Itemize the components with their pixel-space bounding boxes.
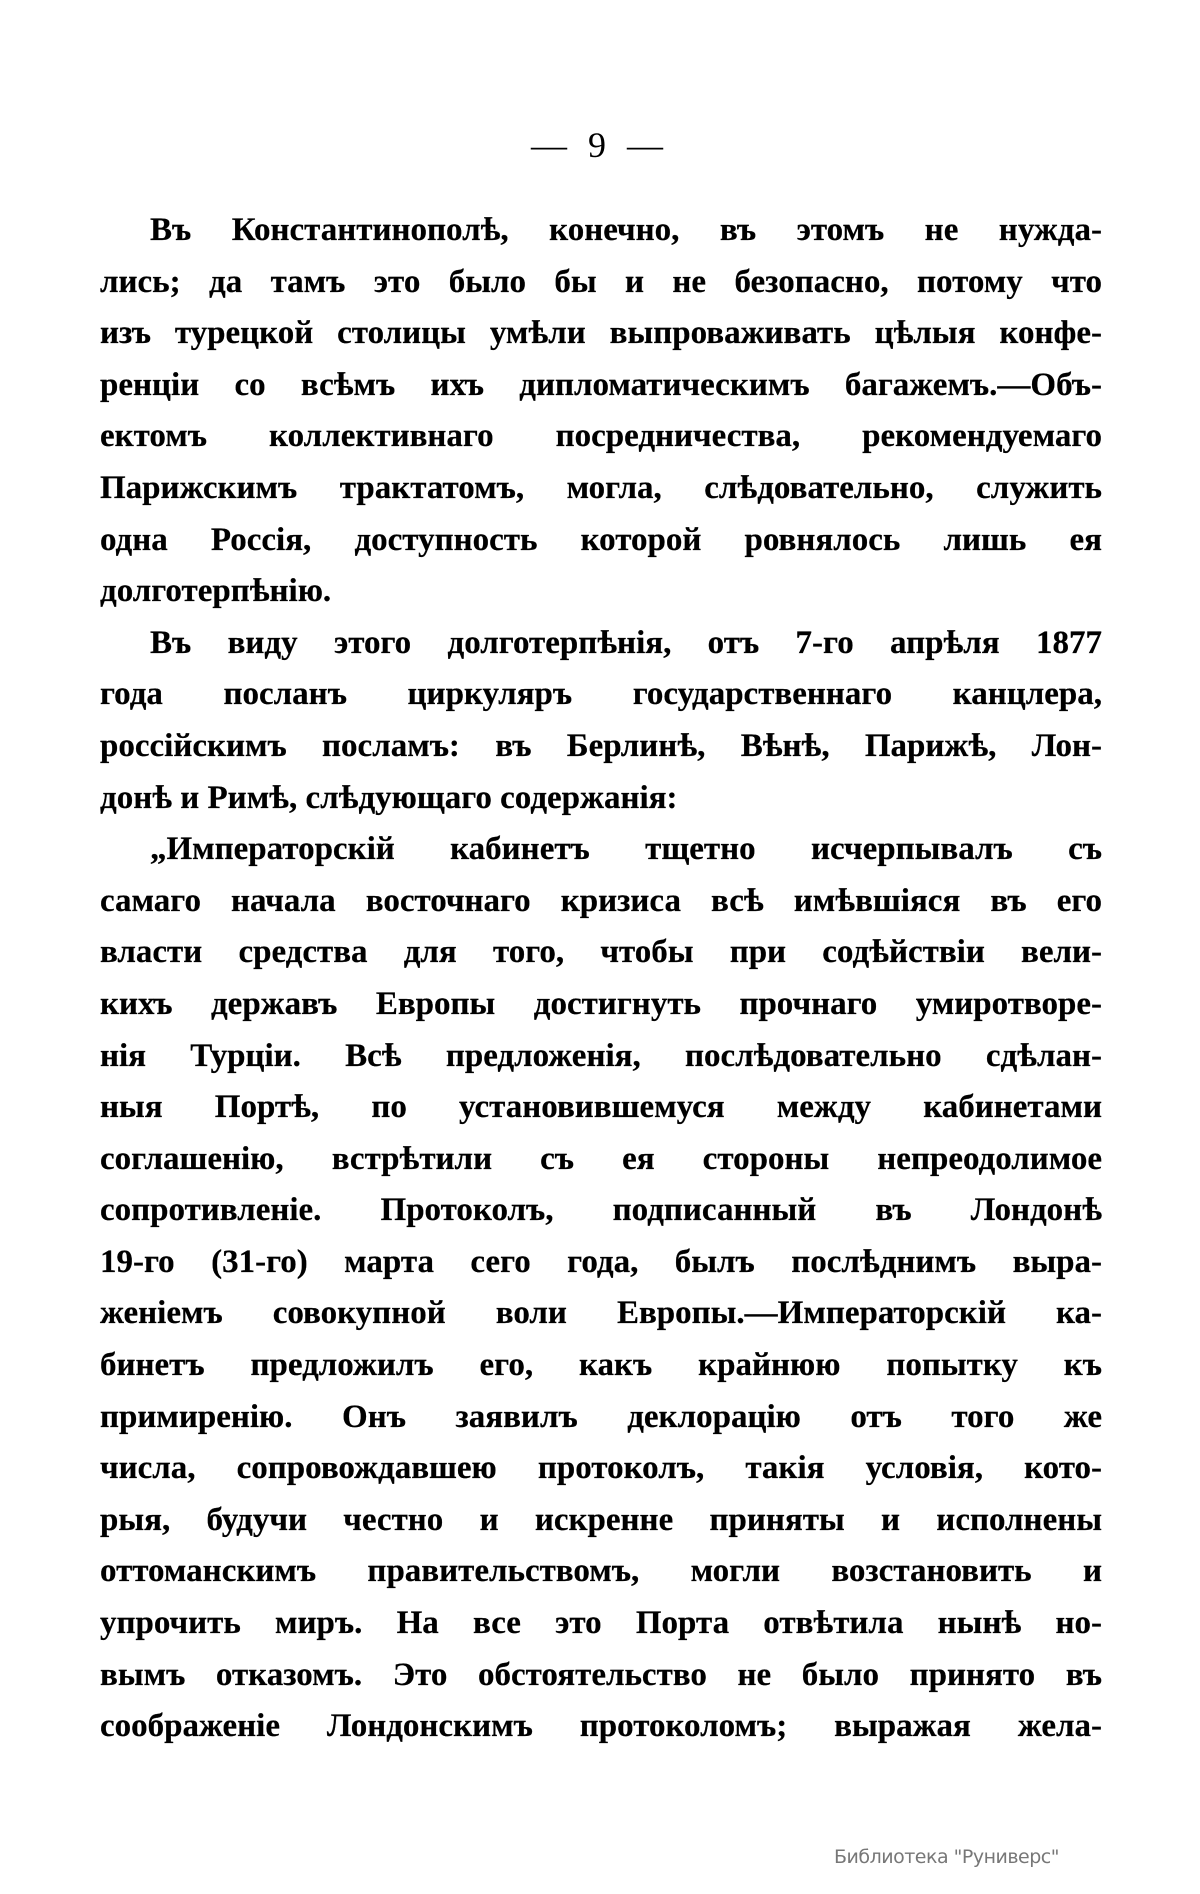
text-line: ренціи со всѣмъ ихъ дипломатическимъ багажемъ.—Объ-: [100, 366, 1102, 403]
text-line: „Императорскій кабинетъ тщетно исчерпывалъ съ: [150, 831, 1102, 868]
text-line: Парижскимъ трактатомъ, могла, слѣдовательно, служить: [100, 469, 1102, 506]
text-line: примиренію. Онъ заявилъ деклорацію отъ того же: [100, 1398, 1102, 1435]
text-line: числа, сопровождавшею протоколъ, такія условія, кото-: [100, 1450, 1102, 1487]
text-line: ектомъ коллективнаго посредничества, рекомендуемаго: [100, 418, 1102, 455]
text-line: оттоманскимъ правительствомъ, могли возстановить и: [100, 1553, 1102, 1590]
text-line: долготерпѣнію.: [100, 573, 332, 610]
text-line: года посланъ циркуляръ государственнаго канцлера,: [100, 676, 1102, 713]
text-line: нія Турціи. Всѣ предложенія, послѣдовательно сдѣлан-: [100, 1037, 1102, 1074]
body-text: [100, 205, 1102, 1753]
text-line: женіемъ совокупной воли Европы.—Императорскій ка-: [100, 1295, 1102, 1332]
text-line: изъ турецкой столицы умѣли выпроваживать цѣлыя конфе-: [100, 315, 1102, 352]
text-line: донѣ и Римѣ, слѣдующаго содержанія:: [100, 779, 678, 816]
text-line: Въ Константинополѣ, конечно, въ этомъ не нужда-: [150, 212, 1102, 248]
text-line: сопротивленіе. Протоколъ, подписанный въ Лондонѣ: [100, 1192, 1102, 1229]
text-line: бинетъ предложилъ его, какъ крайнюю попытку къ: [100, 1347, 1102, 1384]
text-line: рыя, будучи честно и искренне приняты и исполнены: [100, 1501, 1102, 1538]
text-line: кихъ державъ Европы достигнуть прочнаго умиротворе-: [100, 985, 1102, 1022]
text-line: вымъ отказомъ. Это обстоятельство не было принято въ: [100, 1656, 1102, 1693]
text-line: россійскимъ посламъ: въ Берлинѣ, Вѣнѣ, Парижѣ, Лон-: [100, 727, 1102, 764]
text-line: соображеніе Лондонскимъ протоколомъ; выражая жела-: [100, 1708, 1102, 1745]
text-line: самаго начала восточнаго кризиса всѣ имѣвшіяся въ его: [100, 882, 1102, 919]
text-line: одна Россія, доступность которой ровнялось лишь ея: [100, 521, 1102, 558]
text-line: упрочить миръ. На все это Порта отвѣтила нынѣ но-: [100, 1605, 1102, 1642]
text-line: ныя Портѣ, по установившемуся между кабинетами: [100, 1089, 1102, 1126]
page-number: — 9 —: [531, 125, 669, 165]
library-watermark: Библиотека "Руниверс": [834, 1846, 1059, 1868]
text-line: соглашенію, встрѣтили съ ея стороны непреодолимое: [100, 1140, 1102, 1177]
text-line: власти средства для того, чтобы при содѣйствіи вели-: [100, 934, 1102, 971]
text-line: лись; да тамъ это было бы и не безопасно, потому что: [100, 263, 1102, 300]
text-line: 19-го (31-го) марта сего года, былъ послѣднимъ выра-: [100, 1243, 1102, 1280]
text-line: Въ виду этого долготерпѣнія, отъ 7-го апрѣля 1877: [150, 624, 1102, 661]
